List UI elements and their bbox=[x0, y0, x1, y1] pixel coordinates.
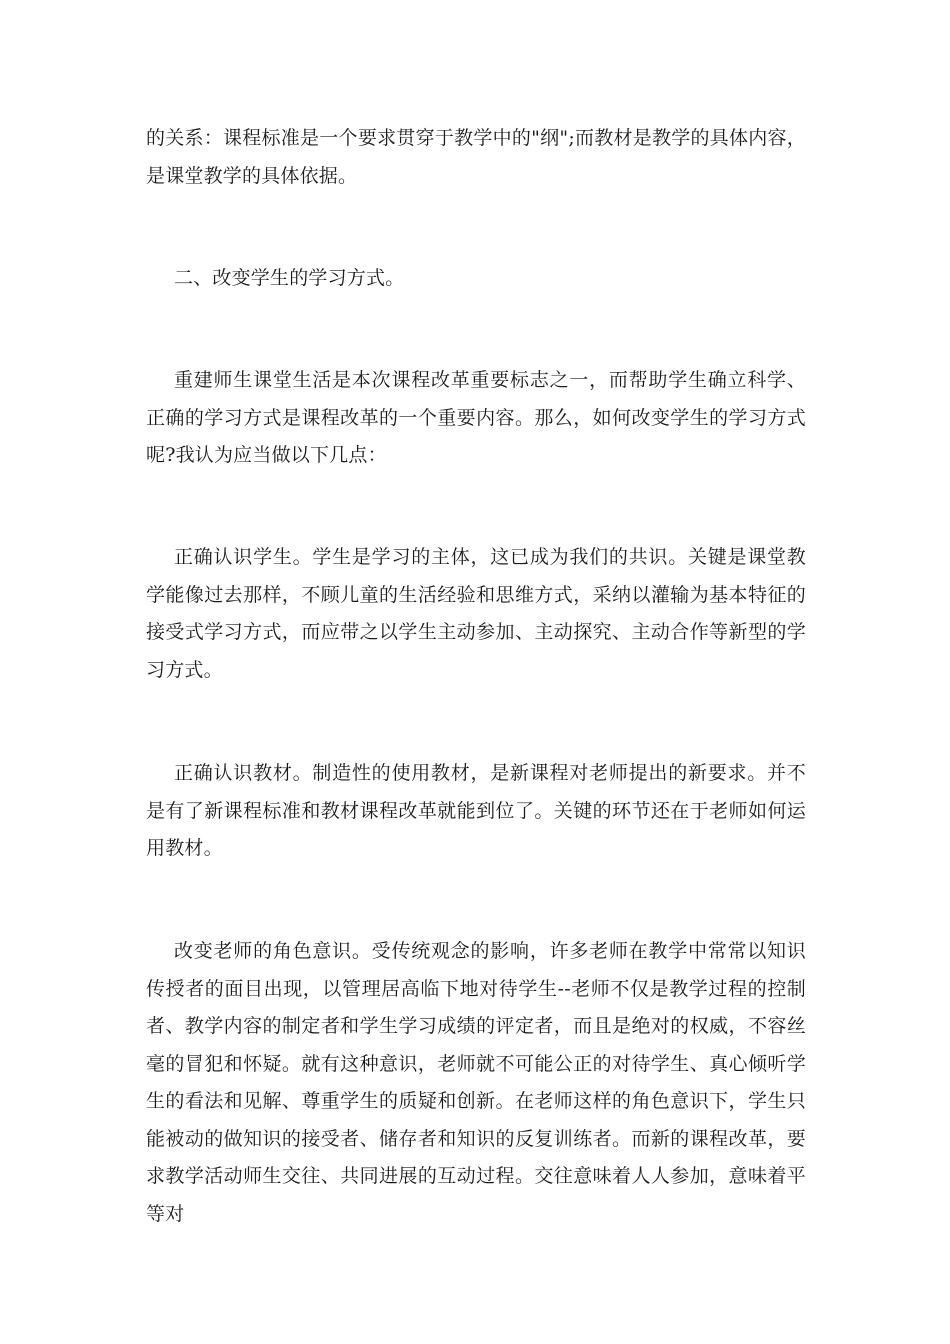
section-heading: 二、改变学生的学习方式。 bbox=[174, 267, 405, 289]
paragraph-textbook: 正确认识教材。制造性的使用教材，是新课程对老师提出的新要求。并不是有了新课程标准和教材课程改革就能到位了。关键的环节还在于老师如何运用教材。 bbox=[146, 762, 806, 859]
paragraph-teacher-role: 改变老师的角色意识。受传统观念的影响，许多老师在教学中常常以知识传授者的面目出现，以管理居高临下地对待学生--老师不仅是教学过程的控制者、教学内容的制定者和学生学习成绩的评定者，而且是绝对的权威，不容丝毫的冒犯和怀疑。就有这种意识，老师就不可能公正的对待学生、真心倾听学生的看法和见解、尊重学生的质疑和创新。在老师这样的角色意识下，学生只能被动的做知识的接受者、储存者和知识的反复训练者。而新的课程改革，要求教学活动师生交往、共同进展的互动过程。交往意味着人人参加，意味着平等对 bbox=[146, 940, 806, 1225]
paragraph-intro: 重建师生课堂生活是本次课程改革重要标志之一，而帮助学生确立科学、正确的学习方式是课程改革的一个重要内容。那么，如何改变学生的学习方式呢?我认为应当做以下几点： bbox=[146, 369, 806, 466]
paragraph-continuation: 的关系：课程标准是一个要求贯穿于教学中的"纲";而教材是教学的具体内容，是课堂教学的具体依据。 bbox=[146, 127, 806, 187]
paragraph-students: 正确认识学生。学生是学习的主体，这已成为我们的共识。关键是课堂教学能像过去那样，不顾儿童的生活经验和思维方式，采纳以灌输为基本特征的接受式学习方式，而应带之以学生主动参加、主动探究、主动合作等新型的学习方式。 bbox=[146, 546, 806, 681]
